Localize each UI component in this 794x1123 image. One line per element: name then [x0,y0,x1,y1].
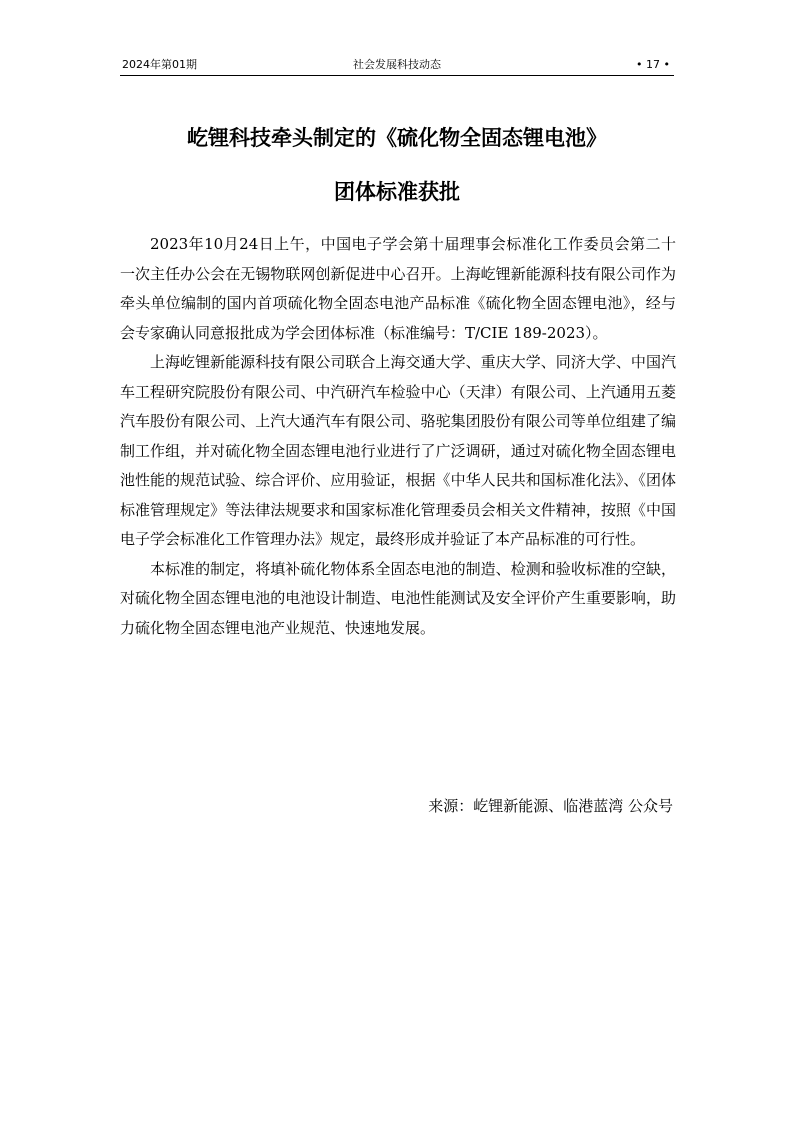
body-paragraph-1: 2023年10月24日上午，中国电子学会第十届理事会标准化工作委员会第二十一次主任办公会在无锡物联网创新促进中心召开。上海屹锂新能源科技有限公司作为牵头单位编制的国内首项硫化物全固态电池产品标准《硫化物全固态锂电池》，经与会专家确认同意报批成为学会团体标准（标准编号：T/CIE 189-2023）。 [120,235,676,342]
source-attribution: 来源：屹锂新能源、临港蓝湾 公众号 [428,797,673,815]
article-body [120,230,676,643]
issue-label: 2024年第01期 [122,58,197,71]
page-number: • 17 • [636,58,670,71]
article-title-line-2: 团体标准获批 [334,180,460,204]
article-title-line-1: 屹锂科技牵头制定的《硫化物全固态锂电池》 [187,126,607,150]
body-paragraph-2: 上海屹锂新能源科技有限公司联合上海交通大学、重庆大学、同济大学、中国汽车工程研究院股份有限公司、中汽研汽车检验中心（天津）有限公司、上汽通用五菱汽车股份有限公司、上汽大通汽车有限公司、骆驼集团股份有限公司等单位组建了编制工作组，并对硫化物全固态锂电池行业进行了广泛调研，通过对硫化物全固态锂电池性能的规范试验、综合评价、应用验证，根据《中华人民共和国标准化法》、《团体标准管理规定》等法律法规要求和国家标准化管理委员会相关文件精神，按照《中国电子学会标准化工作管理办法》规定，最终形成并验证了本产品标准的可行性。 [120,353,676,548]
header-divider [120,75,674,76]
body-paragraph-3: 本标准的制定，将填补硫化物体系全固态电池的制造、检测和验收标准的空缺，对硫化物全固态锂电池的电池设计制造、电池性能测试及安全评价产生重要影响，助力硫化物全固态锂电池产业规范、快速地发展。 [120,559,676,637]
page-header [120,56,674,76]
journal-name: 社会发展科技动态 [353,58,441,71]
